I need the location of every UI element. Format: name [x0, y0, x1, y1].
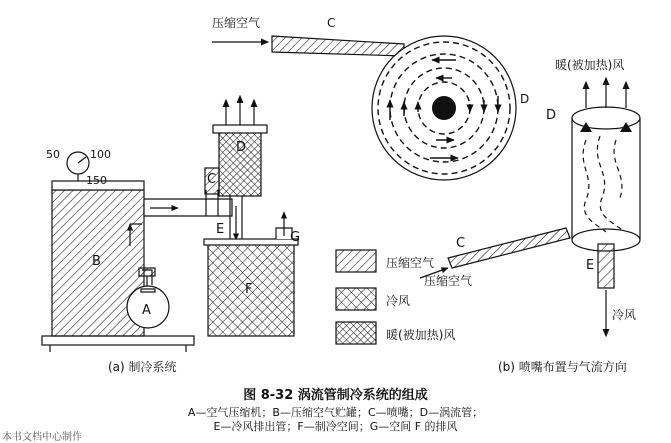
- label-F: F: [245, 282, 253, 297]
- gauge-value-50: 50: [46, 148, 60, 161]
- figure-caption-line-1: A—空气压缩机；B—压缩空气贮罐；C—喷嘴；D—涡流管；: [187, 406, 484, 419]
- footer-note: 本书文档中心制作: [2, 432, 82, 443]
- gauge-value-150: 150: [86, 174, 107, 187]
- label-C-right: C: [456, 236, 466, 251]
- label-C-top: C: [327, 16, 336, 30]
- legend-label-cold-air: 冷风: [386, 294, 411, 308]
- figure-title: 图 8-32 涡流管制冷系统的组成: [243, 388, 428, 403]
- label-C-left: C: [207, 172, 217, 187]
- label-compressed-air-top: 压缩空气: [212, 16, 261, 30]
- subcaption-right: (b) 喷嘴布置与气流方向: [498, 360, 627, 374]
- label-D-spiral: D: [520, 92, 530, 106]
- subcaption-left: (a) 制冷系统: [108, 360, 177, 374]
- legend-label-warm-air: 暖(被加热)风: [386, 328, 456, 342]
- label-G: G: [290, 230, 301, 245]
- gauge-value-100: 100: [90, 148, 111, 161]
- label-compressed-air-nozzle: 压缩空气: [424, 274, 473, 288]
- label-warm-air: 暖(被加热)风: [555, 58, 625, 72]
- label-D-right: D: [546, 108, 557, 123]
- label-B: B: [92, 254, 101, 269]
- figure-caption-line-2: E—冷风排出管；F—制冷空间；G—空间 F 的排风: [213, 420, 458, 433]
- label-A: A: [142, 303, 151, 318]
- label-cold-air-right: 冷风: [612, 308, 637, 322]
- label-D-left: D: [236, 140, 247, 155]
- label-E-right: E: [586, 258, 595, 273]
- legend-label-compressed-air: 压缩空气: [386, 256, 435, 270]
- label-E-left: E: [216, 222, 225, 237]
